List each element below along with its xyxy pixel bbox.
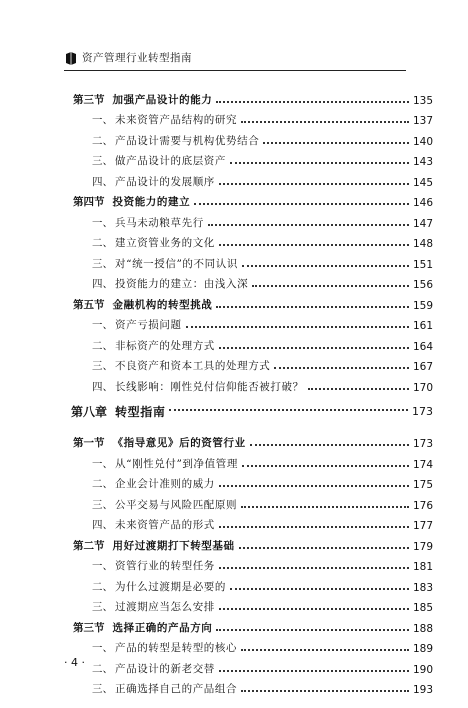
toc-page: 156 <box>412 279 433 291</box>
toc-title: 正确选择自己的产品组合 <box>115 683 238 695</box>
dot-leader <box>241 690 409 692</box>
toc-title: 建立资管业务的文化 <box>115 237 215 249</box>
toc-item <box>73 491 433 512</box>
toc-item <box>73 168 433 189</box>
dot-leader <box>241 506 409 508</box>
dot-leader <box>216 101 409 103</box>
toc-title: 从“刚性兑付”到净值管理 <box>115 457 238 470</box>
dot-leader <box>241 649 409 651</box>
toc-title: 未来资管产品的形式 <box>115 519 215 531</box>
toc-title: 产品设计需要与机构优势结合 <box>115 134 260 147</box>
toc-item <box>73 655 433 676</box>
toc-item <box>73 573 433 594</box>
toc-item <box>73 635 433 656</box>
toc-section <box>73 430 433 451</box>
toc-item <box>73 373 433 394</box>
toc-label: 四、 <box>92 380 113 393</box>
toc-page: 185 <box>412 602 433 614</box>
toc-title: 不良资产和资本工具的处理方式 <box>115 360 271 372</box>
toc-item <box>73 250 433 271</box>
toc-page: 147 <box>412 217 433 230</box>
page-number: · 4 · <box>64 656 85 669</box>
dot-leader <box>308 388 409 390</box>
toc-item <box>73 353 433 374</box>
dot-leader <box>169 409 408 411</box>
dot-leader <box>250 444 409 446</box>
dot-leader <box>186 326 409 328</box>
toc-title: 选择正确的产品方向 <box>112 621 213 634</box>
toc-title: 企业会计准则的威力 <box>115 478 215 490</box>
toc-title: 非标资产的处理方式 <box>115 339 215 352</box>
toc-title: 投资能力的建立 <box>112 196 191 208</box>
toc-label: 第一节 <box>73 437 105 449</box>
toc-item <box>73 230 433 251</box>
toc-label: 一、 <box>92 642 113 654</box>
toc-title: 公平交易与风险匹配原则 <box>115 498 238 511</box>
toc-page: 167 <box>412 361 433 373</box>
book-title: 资产管理行业转型指南 <box>82 52 192 64</box>
dot-leader <box>219 670 409 672</box>
toc-page: 146 <box>412 197 433 209</box>
toc-title: 为什么过渡期是必要的 <box>115 580 226 593</box>
toc-item <box>73 312 433 333</box>
toc-label: 第八章 <box>71 405 108 419</box>
toc-label: 二、 <box>92 580 113 593</box>
toc-page: 179 <box>412 540 433 553</box>
toc-title: 兵马未动粮草先行 <box>115 216 204 229</box>
toc-label: 三、 <box>92 498 113 511</box>
toc-item <box>73 332 433 353</box>
toc-title: 产品设计的发展顺序 <box>115 175 215 188</box>
toc-label: 三、 <box>92 360 113 372</box>
toc-title: 长线影响：刚性兑付信仰能否被打破？ <box>115 380 304 393</box>
toc-item <box>73 107 433 128</box>
dot-leader <box>219 567 409 569</box>
toc-page: 193 <box>412 684 433 696</box>
toc-label: 第三节 <box>73 93 105 106</box>
toc-section <box>73 86 433 107</box>
toc-item <box>73 148 433 169</box>
toc-label: 四、 <box>92 519 113 531</box>
toc-label: 第三节 <box>73 621 105 634</box>
toc-section <box>73 189 433 210</box>
toc-item <box>73 553 433 574</box>
toc-label: 第五节 <box>73 298 105 311</box>
dot-leader <box>219 244 409 246</box>
running-header <box>64 50 192 65</box>
toc-label: 四、 <box>92 278 113 290</box>
dot-leader <box>219 183 409 185</box>
table-of-contents <box>73 86 433 696</box>
toc-title: 《指导意见》后的资管行业 <box>112 437 246 449</box>
toc-page: 148 <box>412 238 433 250</box>
toc-page: 173 <box>412 438 433 450</box>
toc-page: 190 <box>412 663 433 676</box>
dot-leader <box>252 285 409 287</box>
toc-page: 183 <box>412 581 433 594</box>
dot-leader <box>219 347 409 349</box>
toc-page: 176 <box>412 499 433 512</box>
toc-page: 151 <box>412 258 433 271</box>
toc-item <box>73 127 433 148</box>
toc-label: 三、 <box>92 155 113 167</box>
toc-page: 170 <box>412 381 433 394</box>
toc-label: 一、 <box>92 319 113 331</box>
dot-leader <box>219 485 409 487</box>
toc-label: 一、 <box>92 114 113 126</box>
book-icon <box>64 51 78 65</box>
dot-leader <box>242 465 409 467</box>
dot-leader <box>194 203 409 205</box>
toc-item <box>73 676 433 697</box>
toc-label: 一、 <box>92 457 113 470</box>
toc-chapter <box>71 398 433 426</box>
toc-page: 159 <box>412 299 433 312</box>
toc-page: 175 <box>412 479 433 491</box>
toc-page: 173 <box>412 405 433 418</box>
toc-title: 资产亏损问题 <box>115 319 182 331</box>
toc-label: 二、 <box>92 339 113 352</box>
dot-leader <box>219 608 409 610</box>
toc-label: 第四节 <box>73 196 105 208</box>
toc-title: 加强产品设计的能力 <box>112 93 213 106</box>
toc-label: 三、 <box>92 601 113 613</box>
dot-leader <box>208 224 409 226</box>
toc-page: 174 <box>412 458 433 471</box>
toc-item <box>73 450 433 471</box>
dot-leader <box>219 526 409 528</box>
header-rule <box>64 70 406 71</box>
toc-label: 二、 <box>92 662 113 675</box>
toc-label: 一、 <box>92 560 113 572</box>
toc-title: 资管行业的转型任务 <box>115 560 215 572</box>
dot-leader <box>274 367 409 369</box>
toc-page: 145 <box>412 176 433 189</box>
toc-label: 第二节 <box>73 539 105 552</box>
dot-leader <box>241 121 409 123</box>
toc-page: 137 <box>412 115 433 127</box>
dot-leader <box>230 588 409 590</box>
toc-label: 二、 <box>92 134 113 147</box>
toc-item <box>73 512 433 533</box>
toc-label: 三、 <box>92 683 113 695</box>
toc-item <box>73 471 433 492</box>
toc-title: 金融机构的转型挑战 <box>112 298 213 311</box>
toc-label: 二、 <box>92 478 113 490</box>
dot-leader <box>239 547 409 549</box>
toc-title: 对“统一授信”的不同认识 <box>115 257 238 270</box>
toc-section <box>73 532 433 553</box>
toc-section <box>73 291 433 312</box>
dot-leader <box>263 142 409 144</box>
toc-title: 投资能力的建立：由浅入深 <box>115 278 249 290</box>
toc-page: 161 <box>412 320 433 332</box>
toc-page: 140 <box>412 135 433 148</box>
dot-leader <box>230 162 409 164</box>
toc-item <box>73 594 433 615</box>
toc-page: 135 <box>412 94 433 107</box>
toc-page: 181 <box>412 561 433 573</box>
toc-item <box>73 271 433 292</box>
toc-title: 产品设计的新老交替 <box>115 662 215 675</box>
toc-page: 164 <box>412 340 433 353</box>
toc-label: 三、 <box>92 257 113 270</box>
toc-title: 未来资管产品结构的研究 <box>115 114 238 126</box>
toc-label: 二、 <box>92 237 113 249</box>
toc-page: 189 <box>412 643 433 655</box>
toc-label: 一、 <box>92 216 113 229</box>
toc-title: 做产品设计的底层资产 <box>115 155 226 167</box>
toc-page: 188 <box>412 622 433 635</box>
toc-item <box>73 209 433 230</box>
dot-leader <box>216 306 409 308</box>
toc-page: 177 <box>412 520 433 532</box>
toc-section <box>73 614 433 635</box>
dot-leader <box>242 265 409 267</box>
toc-label: 四、 <box>92 175 113 188</box>
dot-leader <box>216 629 409 631</box>
toc-title: 用好过渡期打下转型基础 <box>112 539 235 552</box>
toc-title: 转型指南 <box>115 405 166 419</box>
toc-title: 过渡期应当怎么安排 <box>115 601 215 613</box>
toc-title: 产品的转型是转型的核心 <box>115 642 238 654</box>
toc-page: 143 <box>412 156 433 168</box>
